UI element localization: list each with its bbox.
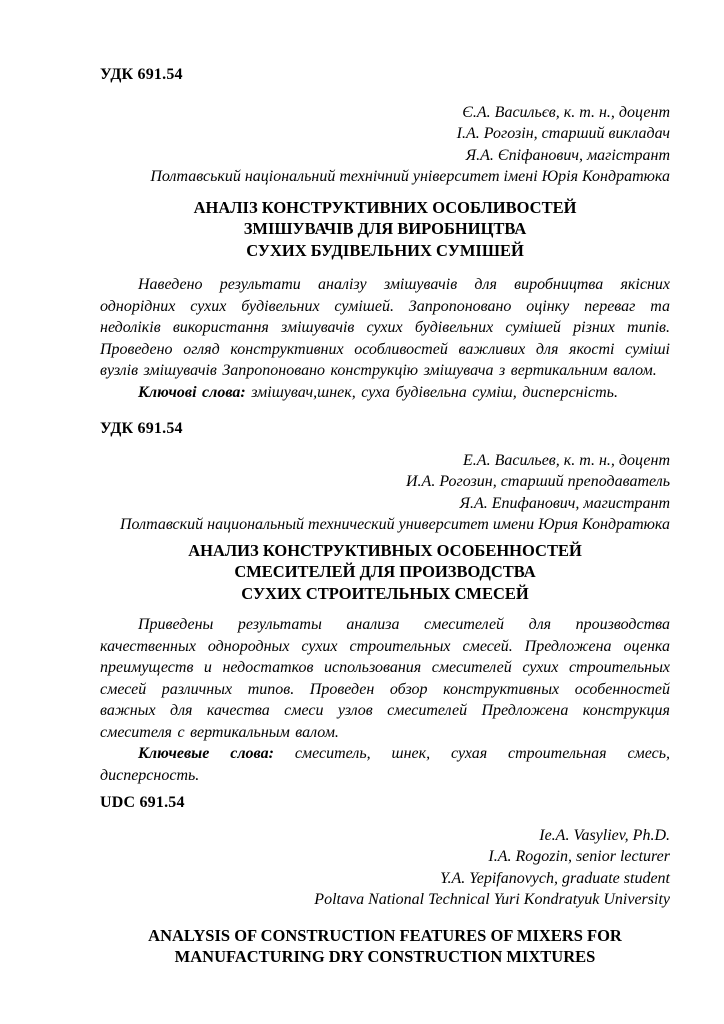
- keywords-paragraph-ua: [100, 382, 670, 404]
- title-line: СУХИХ СТРОИТЕЛЬНЫХ СМЕСЕЙ: [241, 583, 529, 603]
- authors-block-en: [100, 825, 670, 911]
- title-line: ANALYSIS OF CONSTRUCTION FEATURES OF MIXERS FOR: [148, 925, 622, 945]
- udc-code-ru: УДК 691.54: [100, 420, 183, 437]
- article-title-en: [100, 925, 670, 968]
- title-line: СМЕСИТЕЛЕЙ ДЛЯ ПРОИЗВОДСТВА: [234, 562, 536, 581]
- keywords-label-ru: Ключевые слова:: [138, 745, 274, 762]
- author-line: Я.А. Епифанович, магистрант: [459, 494, 670, 512]
- author-line: I.A. Rogozin, senior lecturer: [488, 848, 670, 865]
- section-russian: [100, 418, 670, 786]
- title-line: ЗМІШУВАЧІВ ДЛЯ ВИРОБНИЦТВА: [243, 219, 527, 238]
- authors-block-ru: [100, 450, 670, 536]
- affiliation-line: Poltava National Technical Yuri Kondratyuk University: [314, 891, 670, 908]
- title-line: СУХИХ БУДІВЕЛЬНИХ СУМІШЕЙ: [246, 240, 524, 260]
- title-line: АНАЛІЗ КОНСТРУКТИВНИХ ОСОБЛИВОСТЕЙ: [193, 197, 577, 217]
- keywords-text-ru: смеситель, шнек, сухая строительная смесь, дисперсность.: [100, 745, 671, 784]
- author-line: Е.А. Васильев, к. т. н., доцент: [463, 451, 670, 469]
- section-english: [100, 792, 670, 968]
- title-line: MANUFACTURING DRY CONSTRUCTION MIXTURES: [174, 947, 596, 966]
- udc-code-en: UDC 691.54: [100, 794, 185, 811]
- article-title-ru: [100, 540, 670, 605]
- author-line: Я.А. Єпіфанович, магістрант: [465, 146, 670, 164]
- keywords-text-ua: змішувач,шнек, суха будівельна суміш, дисперсність.: [251, 383, 618, 401]
- udc-code-ua: УДК 691.54: [100, 66, 183, 83]
- keywords-paragraph-ru: [100, 743, 670, 786]
- section-ukrainian: [100, 64, 670, 403]
- author-line: Є.А. Васильєв, к. т. н., доцент: [462, 103, 670, 121]
- author-line: И.А. Рогозин, старший преподаватель: [406, 473, 670, 490]
- abstract-paragraph-ua: Наведено результати аналізу змішувачів для виробництва якісних однорідних сухих будівельних сумішей. Запропоновано оцінку переваг та недоліків використання змішувачів сухих будівельних сумішей різних типів. Проведено огляд конструктивних особливостей важливих для якості суміші вузлів змішувачів Запропоновано конструкцію змішувача з вертикальним валом.: [100, 276, 670, 379]
- affiliation-line: Полтавський національний технічний університет імені Юрія Кондратюка: [150, 168, 670, 185]
- author-line: Ie.A. Vasyliev, Ph.D.: [539, 826, 670, 844]
- authors-block-ua: [100, 102, 670, 188]
- abstract-paragraph-ru: Приведены результаты анализа смесителей для производства качественных однородных сухих строительных смесей. Предложена оценка преимуществ и недостатков использования смесителей сухих строительных смесей различных типов. Проведен обзор конструктивных особенностей важных для качества смеси узлов смесителей Предложена конструкция смесителя с вертикальным валом.: [100, 616, 670, 741]
- affiliation-line: Полтавский национальный технический университет имени Юрия Кондратюка: [119, 516, 670, 533]
- article-title-ua: [100, 197, 670, 262]
- author-line: Y.A. Yepifanovych, graduate student: [440, 869, 670, 887]
- author-line: І.А. Рогозін, старший викладач: [456, 125, 670, 142]
- keywords-label-ua: Ключові слова:: [138, 383, 246, 401]
- title-line: АНАЛИЗ КОНСТРУКТИВНЫХ ОСОБЕННОСТЕЙ: [188, 540, 582, 560]
